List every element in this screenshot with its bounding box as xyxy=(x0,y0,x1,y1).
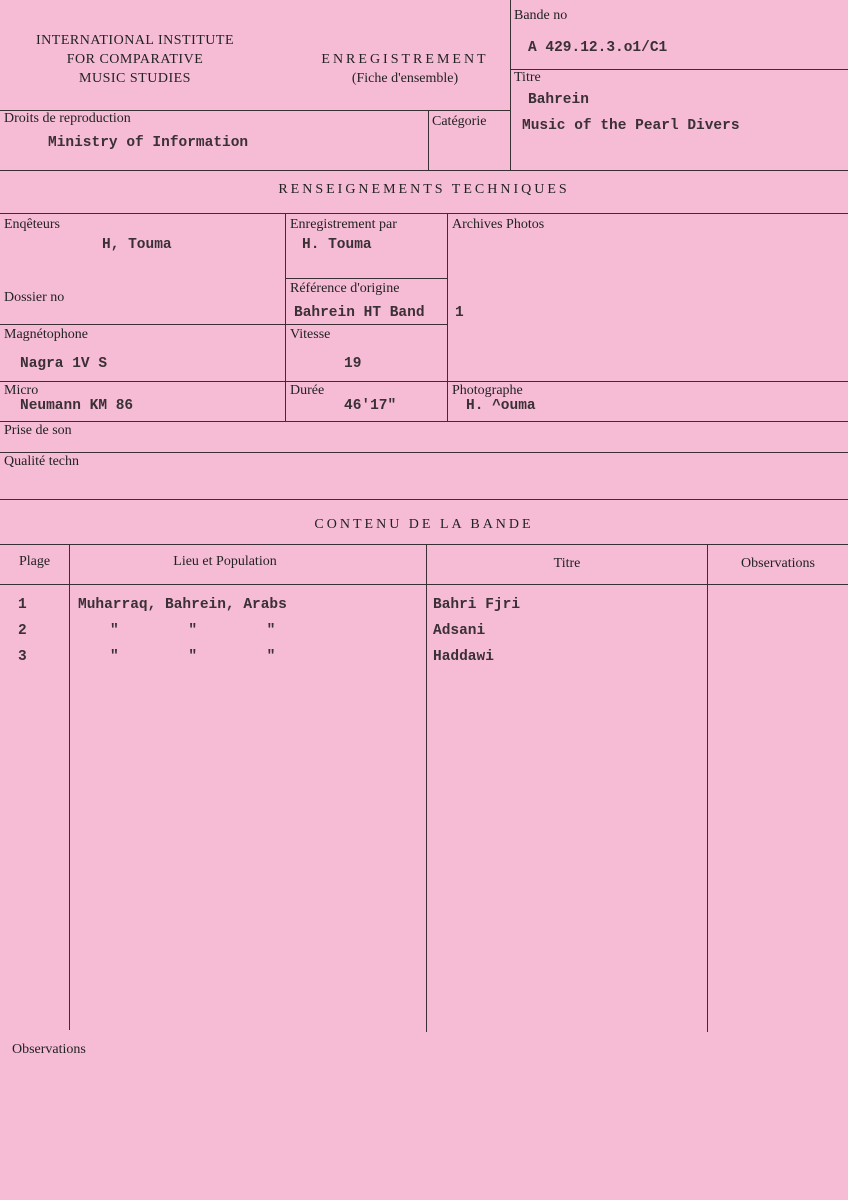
institute-name xyxy=(5,31,265,88)
rule xyxy=(0,324,447,325)
magnetophone-label: Magnétophone xyxy=(4,327,88,342)
archives-label: Archives Photos xyxy=(452,217,545,232)
row-titre: Haddawi xyxy=(433,649,494,665)
reference-value: Bahrein HT Band xyxy=(294,305,425,321)
dossier-label: Dossier no xyxy=(4,290,65,305)
enregistrement-par-label: Enregistrement par xyxy=(290,217,397,232)
micro-value: Neumann KM 86 xyxy=(20,398,134,414)
rule xyxy=(0,544,848,545)
duree-value: 46'17" xyxy=(344,398,397,414)
rule xyxy=(510,0,511,170)
photographe-value: H. ^ouma xyxy=(466,398,536,414)
rule xyxy=(0,170,848,171)
row-plage: 1 xyxy=(18,597,27,613)
rule xyxy=(0,381,848,382)
row-titre: Bahri Fjri xyxy=(433,597,521,613)
micro-label: Micro xyxy=(4,383,39,398)
row-plage: 3 xyxy=(18,649,27,665)
rule xyxy=(428,110,429,170)
row-lieu: " " " xyxy=(110,623,276,639)
rule xyxy=(0,452,848,453)
droits-label: Droits de reproduction xyxy=(4,111,131,126)
rule xyxy=(285,213,286,421)
enqueteurs-label: Enqêteurs xyxy=(4,217,60,232)
rule xyxy=(0,499,848,500)
vitesse-value: 19 xyxy=(344,356,362,372)
rule xyxy=(510,69,848,70)
rule xyxy=(707,544,708,1032)
observations-label: Observations xyxy=(12,1042,86,1057)
categorie-label: Catégorie xyxy=(432,114,487,129)
institute-line: FOR COMPARATIVE xyxy=(66,52,204,67)
form-title-text: ENREGISTREMENT xyxy=(321,52,489,67)
enqueteurs-value: H, Touma xyxy=(102,237,172,253)
rule xyxy=(0,584,848,585)
titre-label: Titre xyxy=(514,70,541,85)
reference-label: Référence d'origine xyxy=(290,281,400,296)
rule xyxy=(69,544,70,1030)
magnetophone-value: Nagra 1V S xyxy=(20,356,108,372)
prise-label: Prise de son xyxy=(4,423,72,438)
titre-line1: Bahrein xyxy=(528,92,589,108)
rule xyxy=(285,278,447,279)
column-header-lieu: Lieu et Population xyxy=(173,554,277,569)
rule xyxy=(447,213,448,421)
rule xyxy=(426,544,427,1032)
row-lieu: " " " xyxy=(110,649,276,665)
droits-value: Ministry of Information xyxy=(48,135,249,151)
column-header-plage: Plage xyxy=(18,554,51,569)
bande-value: A 429.12.3.o1/C1 xyxy=(528,40,668,56)
row-titre: Adsani xyxy=(433,623,486,639)
enregistrement-par-value: H. Touma xyxy=(302,237,372,253)
institute-line: INTERNATIONAL INSTITUTE xyxy=(36,33,234,48)
rule xyxy=(0,421,848,422)
row-lieu: Muharraq, Bahrein, Arabs xyxy=(78,597,287,613)
row-plage: 2 xyxy=(18,623,27,639)
contents-heading: CONTENU DE LA BANDE xyxy=(314,517,534,532)
column-header-observations: Observations xyxy=(741,556,815,571)
vitesse-label: Vitesse xyxy=(290,327,331,342)
technical-heading: RENSEIGNEMENTS TECHNIQUES xyxy=(278,182,570,197)
qualite-label: Qualité techn xyxy=(4,454,80,469)
duree-label: Durée xyxy=(290,383,325,398)
titre-line2: Music of the Pearl Divers xyxy=(522,118,740,134)
bande-label: Bande no xyxy=(514,8,568,23)
form-title xyxy=(300,50,510,88)
form-subtitle: (Fiche d'ensemble) xyxy=(351,71,459,86)
column-header-titre: Titre xyxy=(553,556,581,571)
photographe-label: Photographe xyxy=(452,383,523,398)
rule xyxy=(0,213,848,214)
archives-value: 1 xyxy=(455,305,464,321)
institute-line: MUSIC STUDIES xyxy=(79,71,191,86)
